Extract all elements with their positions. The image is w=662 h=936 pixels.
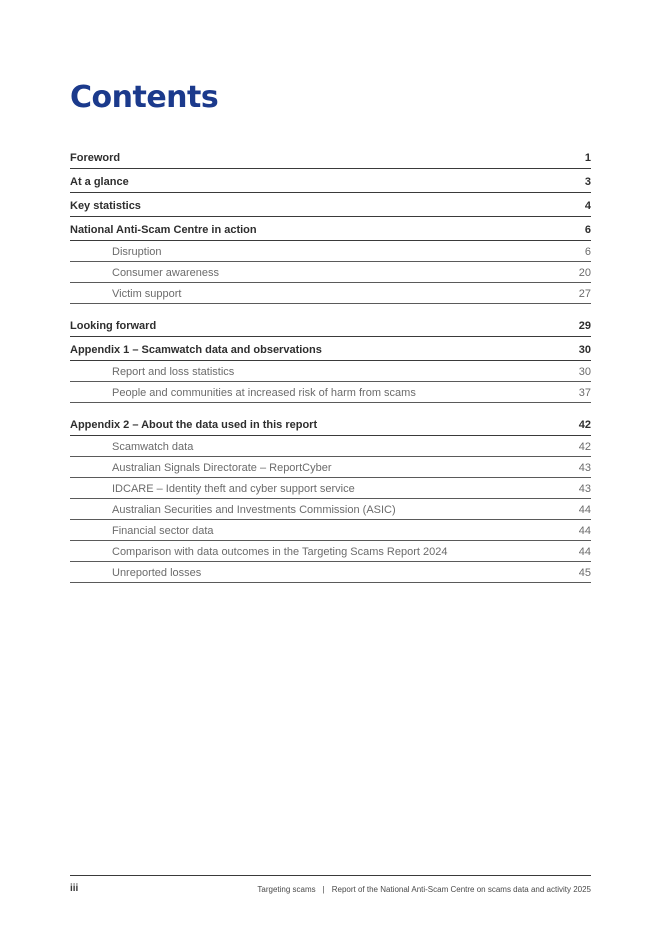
toc-subentry-label: People and communities at increased risk of harm from scams [112,387,416,399]
toc-entry-page: 29 [578,320,591,332]
toc-subentry-label: Financial sector data [112,525,214,537]
toc-entry-label: Appendix 1 – Scamwatch data and observations [70,344,322,356]
toc-subentry-label: Consumer awareness [112,267,219,279]
toc-entry-page: 4 [584,200,591,212]
toc-subentry-consumer-awareness[interactable] [70,262,591,283]
toc-entry-page: 3 [584,176,591,188]
toc-subentry-page: 30 [578,366,591,378]
toc-subentry-label: Unreported losses [112,567,202,579]
toc-subentry-page: 27 [578,288,591,300]
toc-subentry-page: 44 [578,504,591,516]
toc-subentry-page: 42 [578,441,591,453]
toc-entry-appendix-2[interactable] [70,412,591,436]
toc-subentry-disruption[interactable] [70,241,591,262]
footer-report-title: Report of the National Anti-Scam Centre on scams data and activity 2025 [331,885,591,894]
toc-entry-nasc-in-action[interactable] [70,217,591,241]
toc-entry-label: Looking forward [70,320,157,332]
toc-subentry-people-communities-risk[interactable] [70,382,591,403]
toc-entry-page: 1 [584,152,591,164]
footer-publication: Targeting scams [257,885,316,894]
toc-entry-page: 42 [578,419,591,431]
toc-subentry-asd-reportcyber[interactable] [70,457,591,478]
footer-divider [70,875,591,876]
toc-subentry-label: Report and loss statistics [112,366,235,378]
toc-subentry-label: Disruption [112,246,162,258]
toc-subentry-victim-support[interactable] [70,283,591,304]
toc-entry-page: 6 [584,224,591,236]
toc-subentry-page: 45 [578,567,591,579]
toc-entry-at-a-glance[interactable] [70,169,591,193]
toc-subentry-page: 6 [584,246,591,258]
toc-entry-label: Foreword [70,152,121,164]
toc-subentry-comparison-2024[interactable] [70,541,591,562]
footer-running-title [257,885,591,894]
toc-entry-label: Key statistics [70,200,141,212]
toc-entry-label: Appendix 2 – About the data used in this report [70,419,318,431]
toc-subentry-report-loss-statistics[interactable] [70,361,591,382]
toc-subentry-label: IDCARE – Identity theft and cyber support service [112,483,355,495]
toc-entry-label: National Anti-Scam Centre in action [70,224,257,236]
footer-page-number: iii [70,883,79,894]
toc-subentry-page: 37 [578,387,591,399]
toc-entry-appendix-1[interactable] [70,337,591,361]
toc-subentry-label: Australian Signals Directorate – ReportCyber [112,462,332,474]
toc-entry-label: At a glance [70,176,129,188]
table-of-contents [70,145,591,583]
toc-entry-key-statistics[interactable] [70,193,591,217]
toc-subentry-label: Comparison with data outcomes in the Targeting Scams Report 2024 [112,546,448,558]
toc-subentry-page: 44 [578,546,591,558]
toc-subentry-label: Australian Securities and Investments Commission (ASIC) [112,504,396,516]
section-gap [70,403,591,412]
toc-subentry-page: 43 [578,462,591,474]
toc-subentry-label: Scamwatch data [112,441,194,453]
footer-separator: | [322,885,325,894]
toc-subentry-scamwatch-data[interactable] [70,436,591,457]
toc-subentry-asic[interactable] [70,499,591,520]
toc-subentry-idcare[interactable] [70,478,591,499]
toc-entry-foreword[interactable] [70,145,591,169]
toc-subentry-unreported-losses[interactable] [70,562,591,583]
toc-subentry-page: 20 [578,267,591,279]
section-gap [70,304,591,313]
toc-entry-looking-forward[interactable] [70,313,591,337]
page-title: Contents [70,80,219,115]
toc-entry-page: 30 [578,344,591,356]
toc-subentry-page: 43 [578,483,591,495]
toc-subentry-financial-sector-data[interactable] [70,520,591,541]
toc-subentry-page: 44 [578,525,591,537]
toc-subentry-label: Victim support [112,288,182,300]
